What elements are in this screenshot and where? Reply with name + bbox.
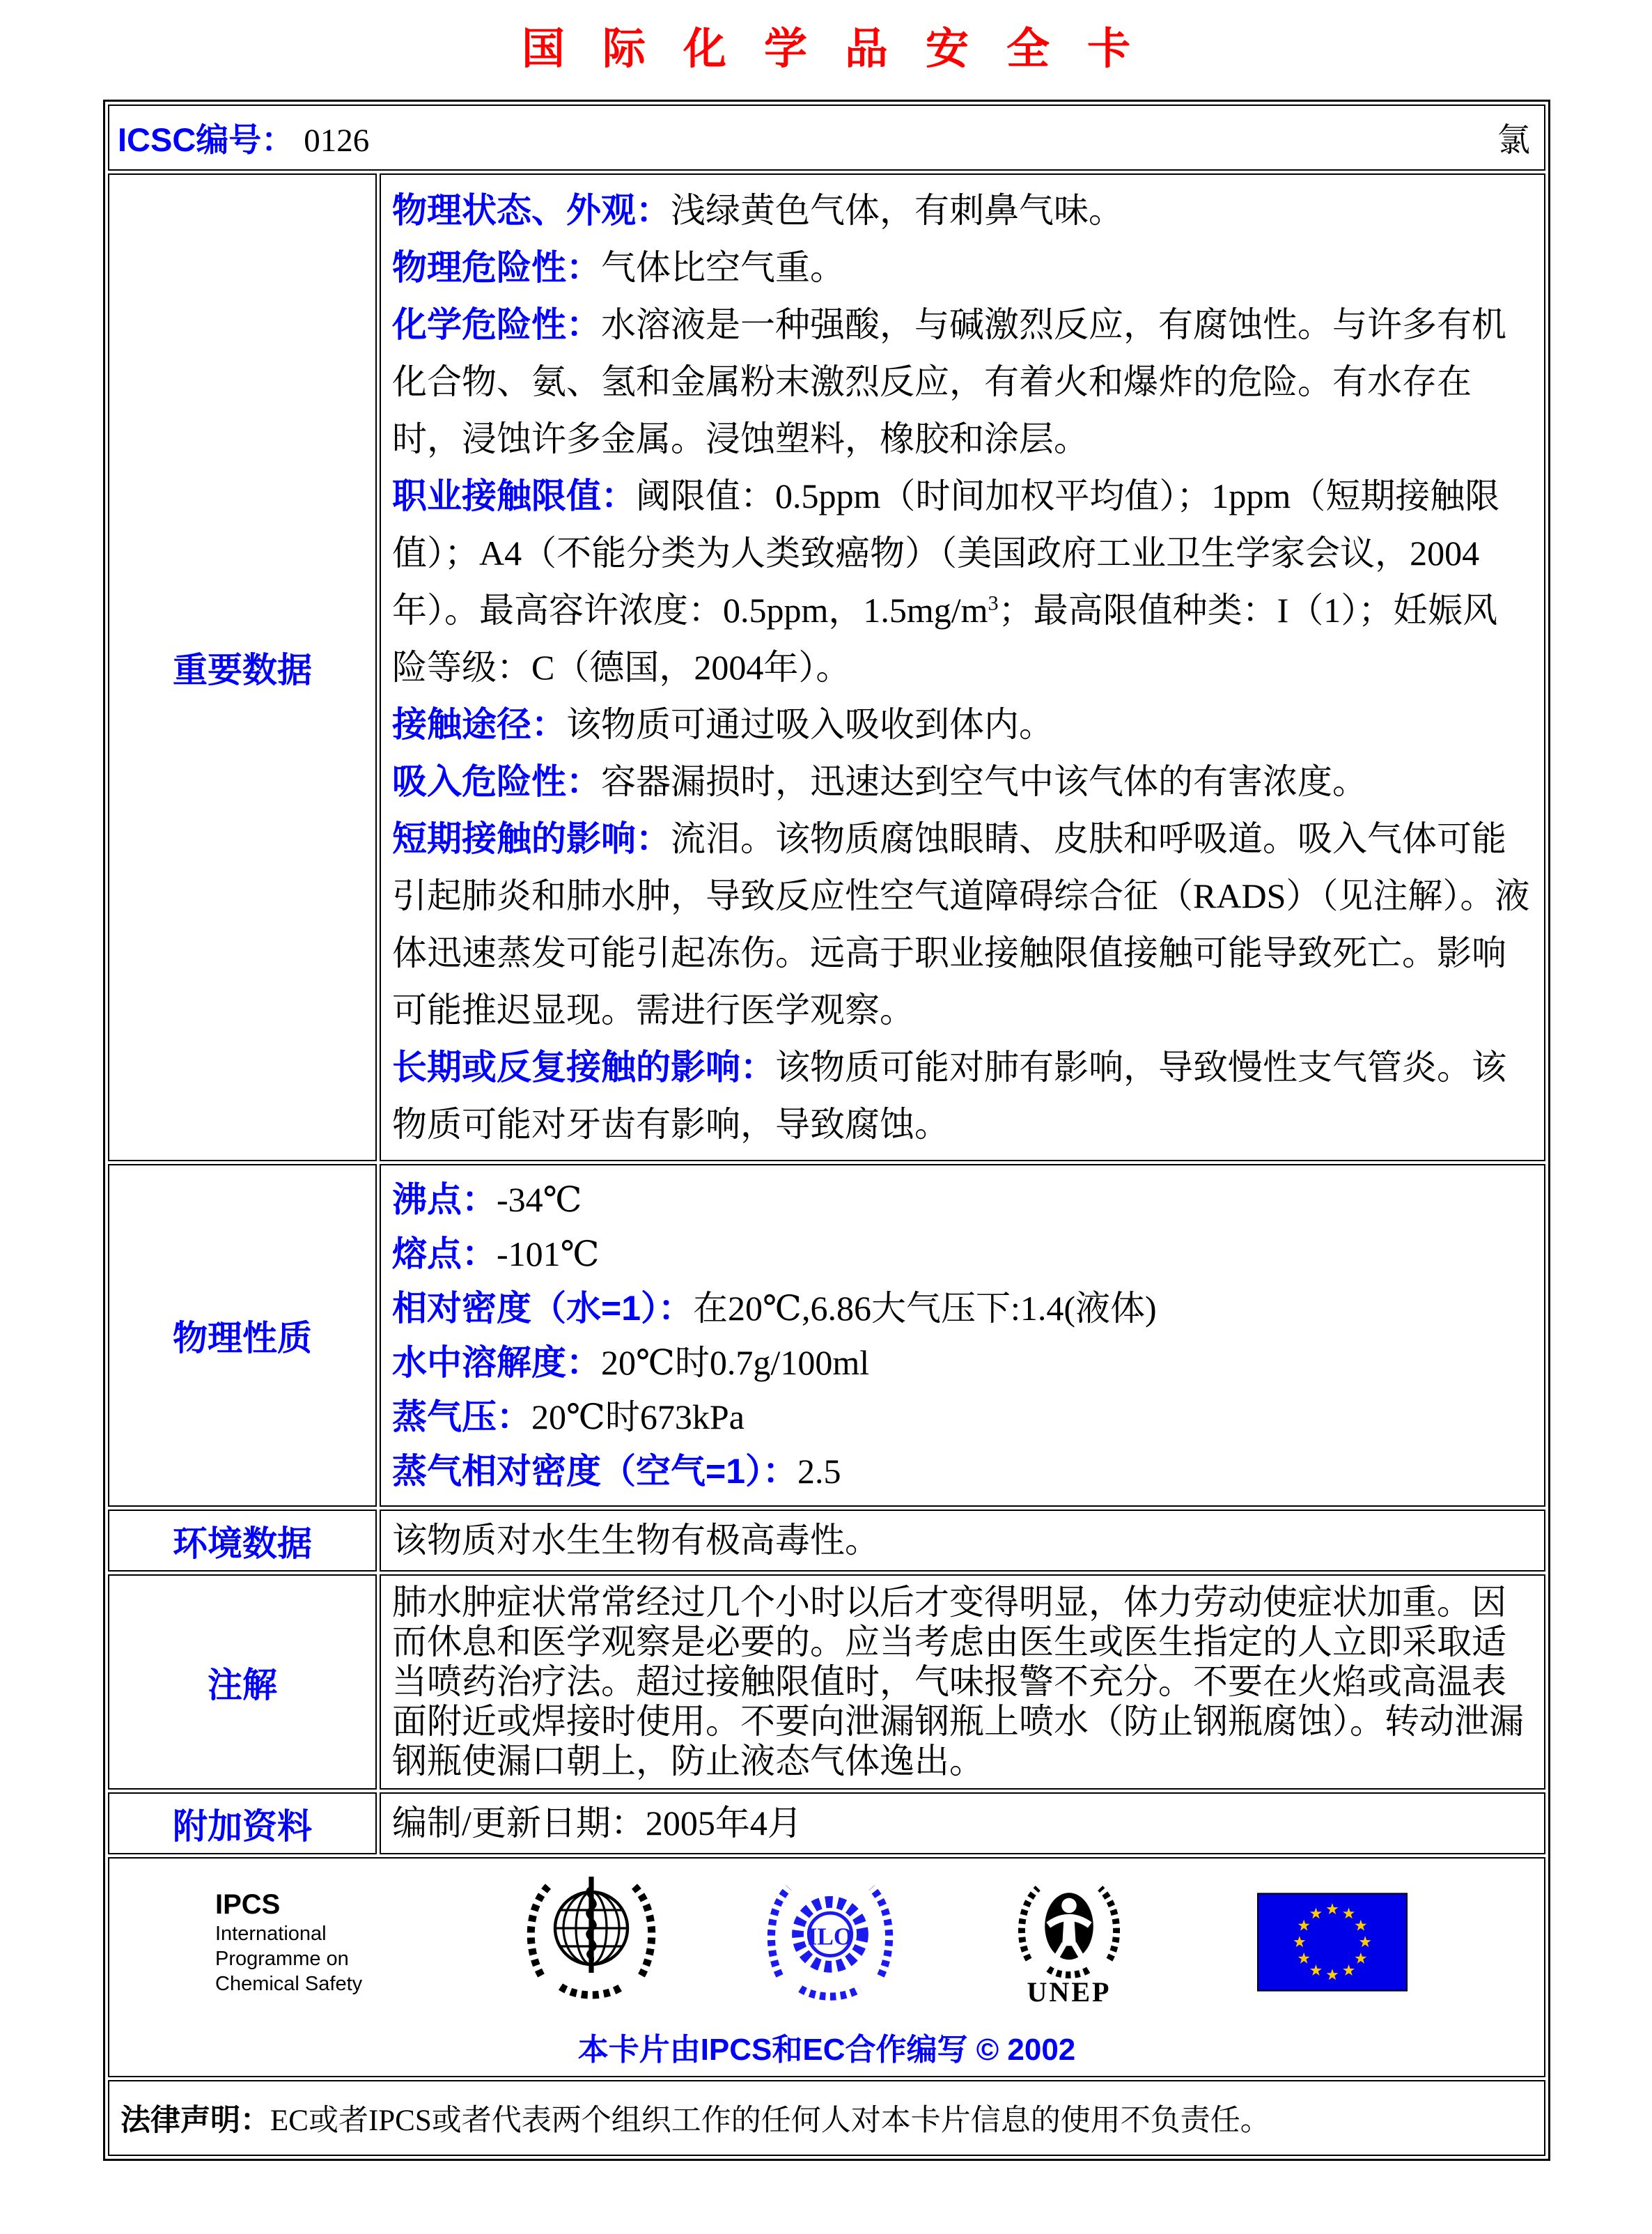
item-head: 蒸气相对密度（空气=1）：	[392, 1452, 798, 1491]
physical-property-item	[392, 1227, 1532, 1281]
copyright-line: 本卡片由IPCS和EC合作编写 © 2002	[577, 2033, 1076, 2067]
icsc-header-cell	[108, 104, 1545, 171]
section-label-important-data: 重要数据	[108, 173, 377, 1161]
important-data-item	[392, 467, 1532, 696]
environmental-data-content: 该物质对水生生物有极高毒性。	[380, 1510, 1545, 1572]
ipcs-acronym: IPCS	[215, 1888, 281, 1920]
important-data-item	[392, 696, 1532, 753]
item-text: 20℃时673kPa	[531, 1397, 745, 1436]
table-row	[108, 104, 1545, 171]
additional-info-content: 编制/更新日期：2005年4月	[380, 1792, 1545, 1854]
table-row	[108, 1510, 1545, 1572]
item-head: 接触途径：	[392, 705, 566, 744]
item-text: 浅绿黄色气体，有刺鼻气味。	[671, 191, 1123, 230]
important-data-item	[392, 810, 1532, 1039]
item-text: -101℃	[497, 1234, 600, 1273]
table-row	[108, 1574, 1545, 1790]
important-data-item	[392, 753, 1532, 810]
item-head: 职业接触限值：	[392, 476, 636, 515]
item-text: 流泪。该物质腐蚀眼睛、皮肤和呼吸道。吸入气体可能引起肺炎和肺水肿，导致反应性空气道障碍综合征（RADS）（见注解）。液体迅速蒸发可能引起冻伤。远高于职业接触限值接触可能导致死亡。影响可能推迟显现。需进行医学观察。	[392, 819, 1530, 1030]
physical-property-item	[392, 1281, 1532, 1335]
who-logo-icon	[522, 1870, 661, 2015]
item-text: 阈限值：0.5ppm（时间加权平均值）；1ppm（短期接触限值）；A4（不能分类为人类致癌物）（美国政府工业卫生学家会议，2004年）。最高容许浓度：0.5ppm，1.5mg/m	[392, 476, 1500, 630]
table-row	[108, 1164, 1545, 1507]
table-row	[108, 2080, 1545, 2156]
ilo-logo-icon	[765, 1875, 895, 2010]
item-text: 气体比空气重。	[601, 248, 845, 287]
item-head: 短期接触的影响：	[392, 819, 671, 858]
item-text: 容器漏损时，迅速达到空气中该气体的有害浓度。	[601, 762, 1367, 801]
item-head: 熔点：	[392, 1234, 497, 1273]
item-text: 水溶液是一种强酸，与碱激烈反应，有腐蚀性。与许多有机化合物、氨、氢和金属粉末激烈反应，有着火和爆炸的危险。有水存在时，浸蚀许多金属。浸蚀塑料，橡胶和涂层。	[392, 305, 1506, 458]
item-head: 吸入危险性：	[392, 762, 601, 801]
substance-name: 氯	[1497, 123, 1530, 159]
table-row	[108, 1792, 1545, 1854]
important-data-content	[380, 173, 1545, 1161]
icsc-header-row	[118, 114, 1530, 161]
unep-logo-text: UNEP	[1027, 1976, 1112, 2008]
ipcs-text-block	[215, 1888, 410, 1997]
physical-property-item	[392, 1390, 1532, 1444]
item-head: 物理状态、外观：	[392, 191, 671, 230]
section-label-notes: 注解	[108, 1574, 377, 1790]
ipcs-description-line: Programme on	[215, 1947, 349, 1970]
item-text: ；最高限值种类：I（1）；妊娠风险等级：C（德国，2004年）。	[392, 591, 1498, 687]
footer-logos-cell	[108, 1857, 1545, 2077]
physical-property-item	[392, 1172, 1532, 1227]
item-text: 在20℃,6.86大气压下:1.4(液体)	[693, 1289, 1157, 1328]
item-head: 水中溶解度：	[392, 1343, 601, 1382]
important-data-item	[392, 296, 1532, 467]
ipcs-description-line: International	[215, 1922, 327, 1945]
ilo-logo-text: ILO	[807, 1923, 853, 1950]
legal-notice-text: EC或者IPCS或者代表两个组织工作的任何人对本卡片信息的使用不负责任。	[270, 2104, 1270, 2137]
physical-property-item	[392, 1335, 1532, 1390]
legal-notice-label: 法律声明：	[120, 2104, 270, 2137]
section-label-environmental-data: 环境数据	[108, 1510, 377, 1572]
item-text: -34℃	[497, 1180, 582, 1219]
item-head: 沸点：	[392, 1180, 497, 1219]
icsc-card-table	[103, 100, 1550, 2161]
item-text: 该物质可能对肺有影响，导致慢性支气管炎。该物质可能对牙齿有影响，导致腐蚀。	[392, 1048, 1506, 1144]
superscript: 3	[988, 591, 999, 615]
item-head: 相对密度（水=1）：	[392, 1289, 694, 1328]
physical-property-item	[392, 1444, 1532, 1498]
important-data-item	[392, 1039, 1532, 1153]
page-title: 国际化学品安全卡	[521, 23, 1168, 74]
item-head: 长期或反复接触的影响：	[392, 1048, 775, 1087]
physical-properties-content	[380, 1164, 1545, 1507]
important-data-item	[392, 239, 1532, 296]
item-text: 2.5	[797, 1452, 841, 1491]
notes-content: 肺水肿症状常常经过几个小时以后才变得明显，体力劳动使症状加重。因而休息和医学观察是必要的。应当考虑由医生或医生指定的人立即采取适当喷药治疗法。超过接触限值时，气味报警不充分。不要在火焰或高温表面附近或焊接时使用。不要向泄漏钢瓶上喷水（防止钢瓶腐蚀）。转动泄漏钢瓶使漏口朝上，防止液态气体逸出。	[380, 1574, 1545, 1790]
item-head: 物理危险性：	[392, 248, 601, 287]
table-row	[108, 173, 1545, 1161]
section-label-physical-properties: 物理性质	[108, 1164, 377, 1507]
section-label-additional-info: 附加资料	[108, 1792, 377, 1854]
item-text: 20℃时0.7g/100ml	[601, 1343, 870, 1382]
table-row	[108, 1857, 1545, 2077]
unep-logo-icon	[1011, 1877, 1127, 1980]
icsc-number-group	[118, 114, 369, 161]
page	[0, 14, 1652, 2161]
ipcs-description-line: Chemical Safety	[215, 1973, 363, 1996]
eu-flag-icon	[1257, 1893, 1408, 1992]
legal-notice-cell	[108, 2080, 1545, 2156]
item-head: 蒸气压：	[392, 1397, 531, 1436]
icsc-number-label: ICSC编号：	[118, 121, 295, 158]
item-text: 该物质可通过吸入吸收到体内。	[566, 705, 1054, 744]
unep-logo-block	[1010, 1877, 1128, 2008]
logos-row	[109, 1870, 1544, 2015]
important-data-item	[392, 182, 1532, 239]
ipcs-description	[215, 1921, 410, 1997]
item-head: 化学危险性：	[392, 305, 601, 344]
icsc-number-value: 0126	[304, 123, 370, 159]
